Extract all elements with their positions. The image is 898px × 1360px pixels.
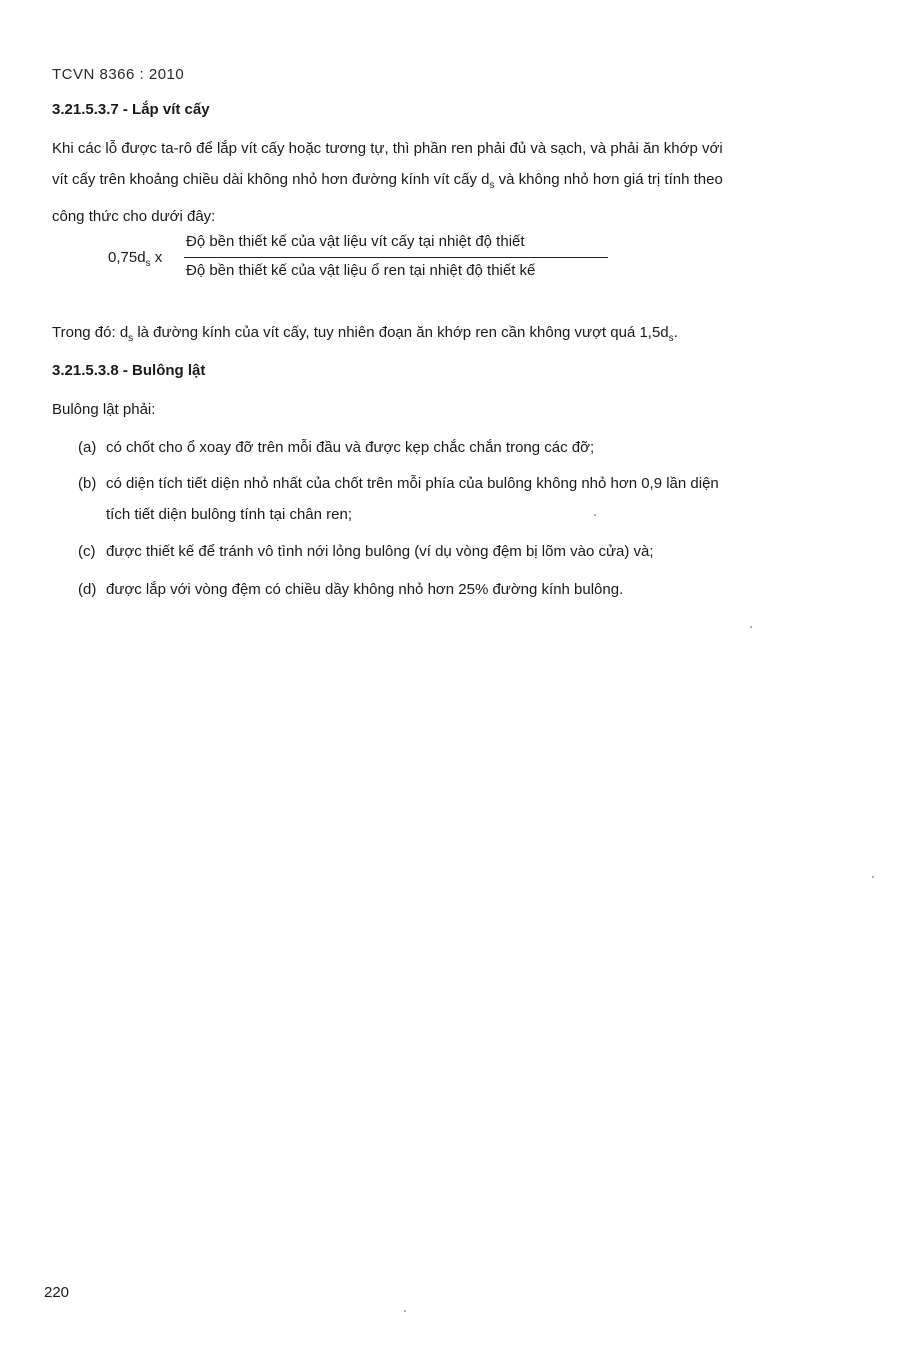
section-heading-bulong-lat: 3.21.5.3.8 - Bulông lật	[52, 362, 206, 379]
paragraph-line: Khi các lỗ được ta-rô để lắp vít cấy hoặc tương tự, thì phần ren phải đủ và sạch, và phải ăn khớp với	[52, 140, 723, 157]
list-item-text: có diện tích tiết diện nhỏ nhất của chốt trên mỗi phía của bulông không nhỏ hơn 0,9 lần diện	[106, 475, 719, 492]
paragraph-line: công thức cho dưới đây:	[52, 208, 216, 225]
list-item-tag: (d)	[78, 581, 97, 598]
list-item-tag: (b)	[78, 475, 97, 492]
list-item-text: được thiết kế để tránh vô tình nới lỏng bulông (ví dụ vòng đệm bị lõm vào cửa) và;	[106, 543, 654, 560]
list-item-text-continued: tích tiết diện bulông tính tại chân ren;	[106, 506, 352, 523]
scan-speck	[404, 1310, 406, 1312]
list-item	[78, 574, 858, 605]
section1-paragraph	[52, 133, 852, 232]
formula-denominator: Độ bền thiết kế của vật liệu ổ ren tại nhiệt độ thiết kế	[186, 262, 536, 279]
list-item	[78, 432, 858, 463]
list-item-tag: (a)	[78, 439, 97, 456]
list-item-text: được lắp với vòng đệm có chiều dầy không nhỏ hơn 25% đường kính bulông.	[106, 581, 624, 598]
section-heading-lap-vit-cay: 3.21.5.3.7 - Lắp vít cấy	[52, 101, 210, 118]
scan-speck	[750, 626, 752, 628]
formula-numerator: Độ bền thiết kế của vật liệu vít cấy tại nhiệt độ thiết	[186, 233, 525, 250]
paragraph-line: vít cấy trên khoảng chiều dài không nhỏ hơn đường kính vít cấy $d_s$ và không nhỏ hơn giá trị tính theo	[52, 171, 723, 191]
strength-formula	[108, 232, 628, 288]
document-code: TCVN 8366 : 2010	[52, 66, 185, 83]
list-item	[78, 468, 858, 530]
list-item	[78, 536, 858, 567]
scan-speck	[594, 514, 596, 516]
formula-coefficient: $0,75d_s$ x	[108, 249, 163, 269]
list-item-tag: (c)	[78, 543, 96, 560]
fraction-bar	[184, 257, 608, 258]
section2-intro: Bulông lật phải:	[52, 401, 156, 418]
formula-explanation: Trong đó: $d_s$ là đường kính của vít cấy, tuy nhiên đoạn ăn khớp ren cần không vượt quá $1,5d_s$.	[52, 324, 678, 344]
list-item-text: có chốt cho ổ xoay đỡ trên mỗi đầu và được kẹp chắc chắn trong các đỡ;	[106, 439, 595, 456]
scan-speck	[872, 876, 874, 878]
page-number: 220	[44, 1284, 70, 1301]
